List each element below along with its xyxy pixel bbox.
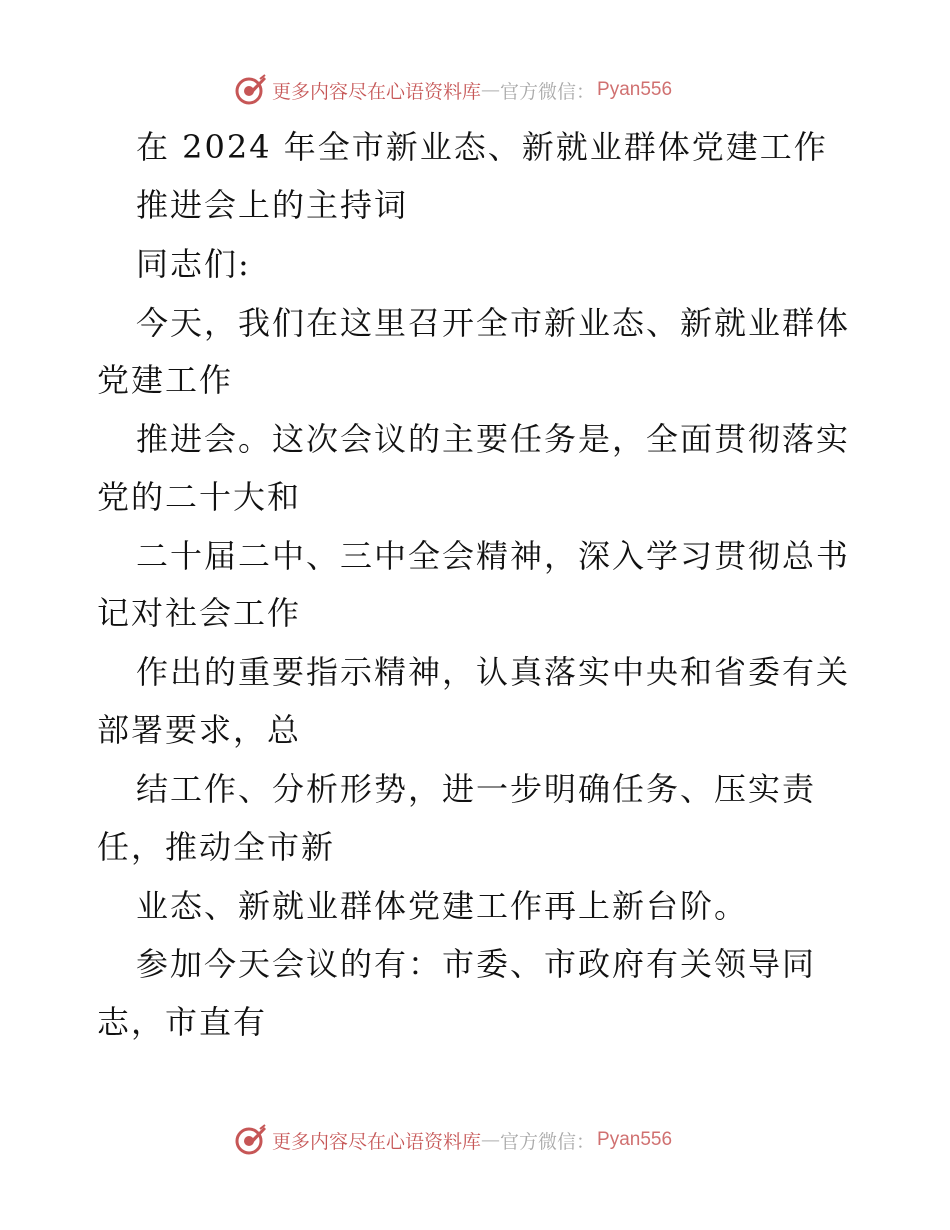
salutation: 同志们: (136, 245, 251, 283)
title-line-1: 在 2024 年全市新业态、新就业群体党建工作 (136, 128, 828, 166)
paragraph-line: 志，市直有 (97, 1003, 268, 1041)
watermark-site-text: 更多内容尽在心语资料库 (272, 1130, 482, 1153)
watermark-wechat-id: Pyan556 (597, 1129, 673, 1150)
watermark-official-label: 官方微信： (500, 80, 596, 103)
paragraph-line: 记对社会工作 (97, 594, 302, 632)
paragraph-line: 业态、新就业群体党建工作再上新台阶。 (136, 887, 749, 925)
watermark-official-label: 官方微信： (500, 1130, 596, 1153)
paragraph-line: 部署要求，总 (97, 711, 302, 749)
paragraph-line: 今天，我们在这里召开全市新业态、新就业群体 (136, 304, 851, 342)
paragraph-line: 结工作、分析形势，进一步明确任务、压实责 (136, 770, 817, 808)
watermark-dash: — (481, 1129, 501, 1151)
paragraph-line: 作出的重要指示精神，认真落实中央和省委有关 (136, 653, 851, 691)
watermark-site-text: 更多内容尽在心语资料库 (272, 80, 482, 103)
paragraph-line: 党建工作 (97, 361, 234, 399)
quill-logo-icon (234, 1123, 268, 1157)
watermark-wechat-id: Pyan556 (597, 79, 673, 100)
quill-logo-icon (234, 73, 268, 107)
watermark-header (234, 72, 672, 108)
paragraph-line: 推进会。这次会议的主要任务是，全面贯彻落实 (136, 420, 851, 458)
paragraph-line: 二十届二中、三中全会精神，深入学习贯彻总书 (136, 537, 851, 575)
paragraph-line: 参加今天会议的有：市委、市政府有关领导同 (136, 945, 817, 983)
title-line-2: 推进会上的主持词 (136, 186, 409, 224)
paragraph-line: 党的二十大和 (97, 478, 302, 516)
watermark-dash: — (481, 79, 501, 101)
paragraph-line: 任，推动全市新 (97, 828, 336, 866)
watermark-footer (234, 1122, 672, 1158)
